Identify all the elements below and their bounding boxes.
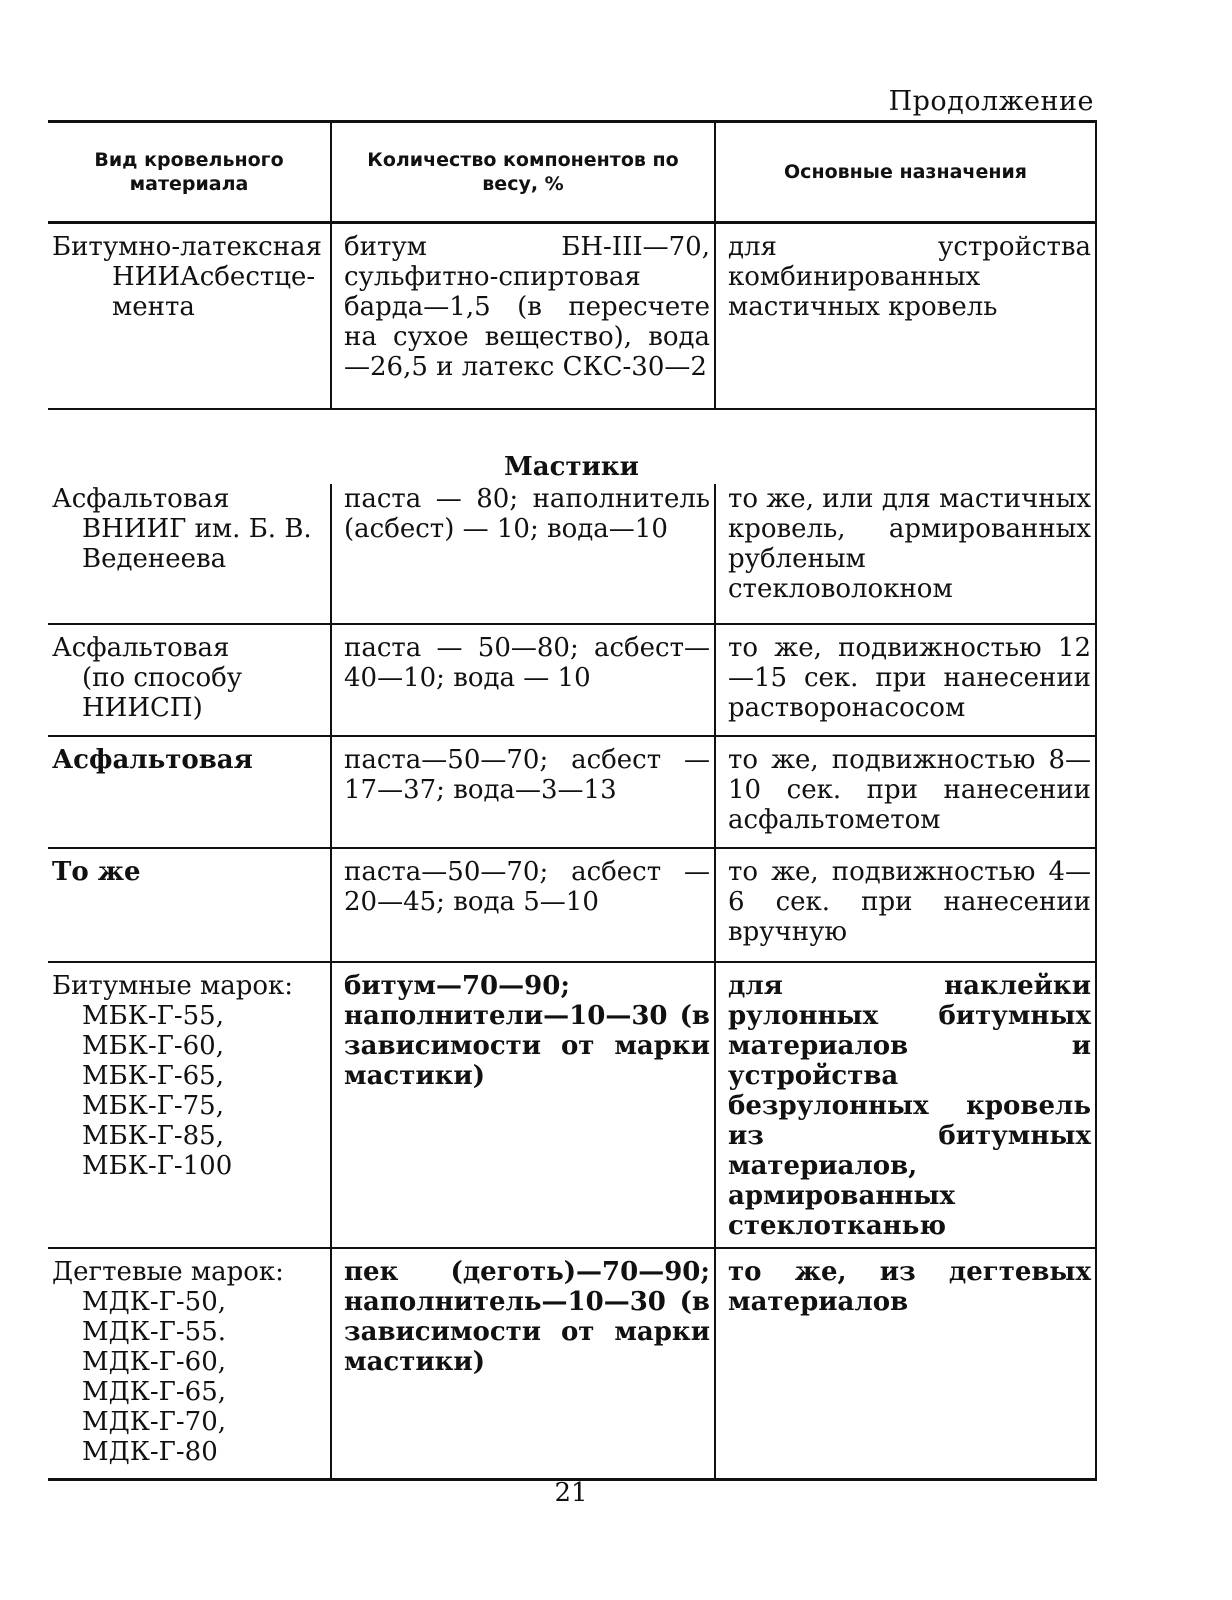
components-cell: пек (деготь)—70—90; наполнитель—10—30 (в зависимости от марки мастики) [331,1248,715,1480]
components-cell: паста — 50—80; асбест—40—10; вода — 10 [331,624,715,736]
table-row [48,1248,1096,1480]
header-purpose: Основные назначения [715,122,1096,223]
material-line: МБК-Г-60, [82,1030,224,1061]
continuation-label: Продолжение [888,86,1094,117]
components-cell: битум—70—90; наполнители—10—30 (в зависимости от марки мастики) [331,962,715,1248]
material-line: Битумно-латексная [52,232,322,262]
material-cell [48,962,331,1248]
material-line: Дегтевые марок: [52,1256,284,1287]
purpose-cell: для устройства комбинированных мастичных кровель [715,223,1096,409]
header-components: Количество компонентов по весу, % [331,122,715,223]
material-line: МДК-Г-65, [82,1376,227,1407]
components-cell: паста—50—70; асбест — 20—45; вода 5—10 [331,848,715,962]
table-row [48,484,1096,624]
material-line: МБК-Г-100 [82,1150,233,1181]
material-line: НИИАсбестце- [112,262,316,292]
table-row [48,736,1096,848]
roofing-materials-table [48,120,1097,1481]
section-title: Мастики [504,451,639,482]
material-line: МДК-Г-70, [82,1406,227,1437]
material-line: Асфальтовая [52,483,230,514]
material-cell [48,736,331,848]
material-cell [48,484,331,624]
material-line: МДК-Г-80 [82,1436,218,1467]
material-line: МБК-Г-65, [82,1060,224,1091]
table-row [48,624,1096,736]
material-cell [48,624,331,736]
material-line: Асфальтовая [52,744,253,775]
material-line: НИИСП) [82,692,203,723]
material-line: МБК-Г-75, [82,1090,224,1121]
components-cell: битум БН-III—70, сульфитно-спиртовая барда—1,5 (в пересчете на сухое вещество), вода—26,5 и латекс СКС-30—2 [331,223,715,409]
purpose-cell: то же, подвижностью 8—10 сек. при нанесении асфальтометом [715,736,1096,848]
table-row [48,962,1096,1248]
material-cell [48,848,331,962]
section-row [48,409,1096,484]
material-line: МДК-Г-50, [82,1286,227,1317]
material-line: МДК-Г-55. [82,1316,227,1347]
components-cell: паста—50—70; асбест — 17—37; вода—3—13 [331,736,715,848]
material-cell [48,223,331,409]
material-line: МДК-Г-60, [82,1346,227,1377]
material-line: Веденеева [82,543,227,574]
table-row [48,223,1096,409]
material-line: ВНИИГ им. Б. В. [82,513,312,544]
material-line: МБК-Г-85, [82,1120,224,1151]
purpose-cell: то же, или для мастичных кровель, армированных рубленым стекловолокном [715,484,1096,624]
purpose-cell: то же, из дегтевых материалов [715,1248,1096,1480]
purpose-cell: то же, подвижностью 4—6 сек. при нанесении вручную [715,848,1096,962]
header-material: Вид кровельного материала [48,122,331,223]
material-cell [48,1248,331,1480]
purpose-cell: то же, подвижностью 12—15 сек. при нанесении растворонасосом [715,624,1096,736]
table-header-row [48,122,1096,223]
purpose-cell: для наклейки рулонных битумных материалов и устройства безрулонных кровель из битумных материалов, армированных стеклотканью [715,962,1096,1248]
page-number: 21 [554,1478,588,1508]
material-line: Битумные марок: [52,970,294,1001]
table-row [48,848,1096,962]
material-line: То же [52,856,141,887]
components-cell: паста — 80; наполнитель (асбест) — 10; вода—10 [331,484,715,624]
material-line: (по способу [82,662,243,693]
material-line: мента [112,292,195,322]
material-line: Асфальтовая [52,632,230,663]
material-line: МБК-Г-55, [82,1000,224,1031]
